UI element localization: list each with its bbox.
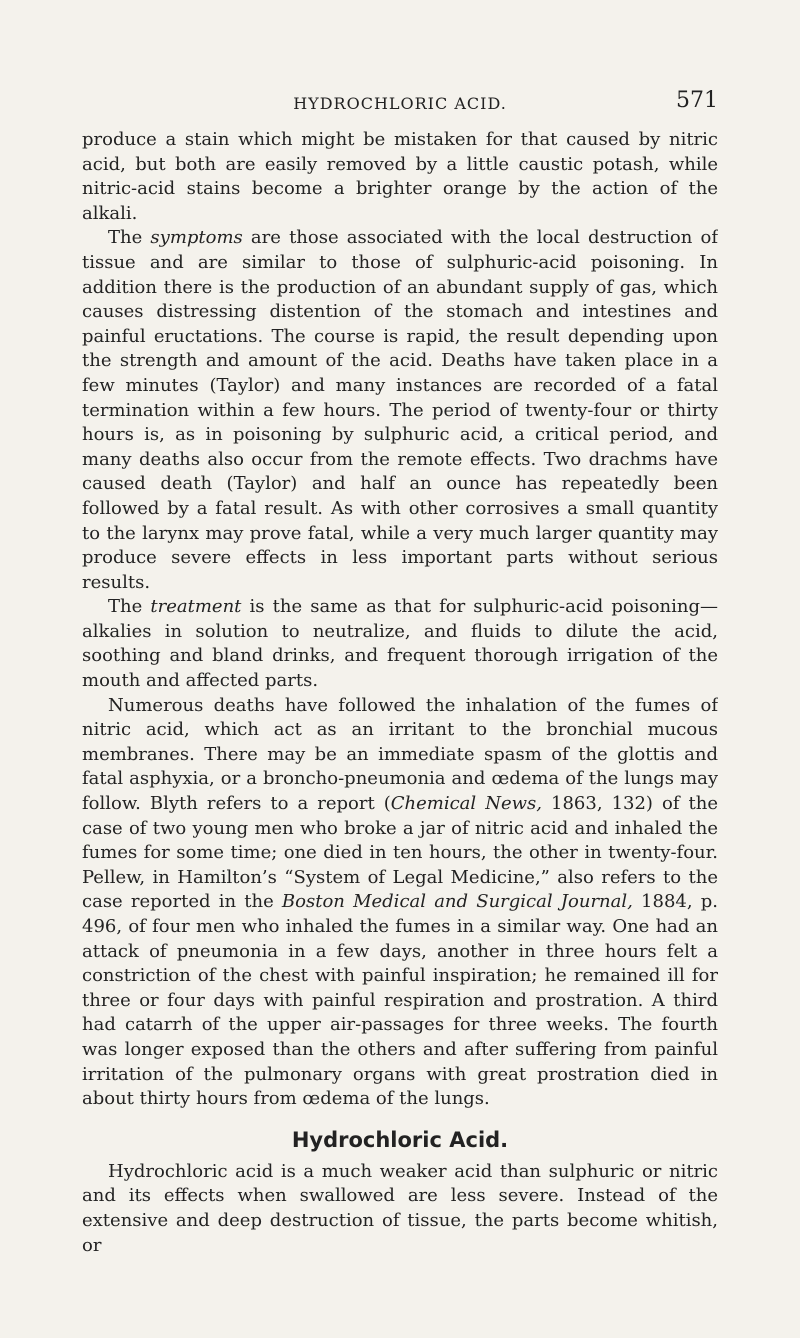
paragraph-treatment-body: is the same as that for sulphuric-acid poisoning— alkalies in solution to neutralize, and fluids to dilute the acid, soothing and bland drinks, and frequent thorough irrigation of the mouth and affected parts.: [82, 596, 718, 692]
paragraph-hydrochloric: Hydrochloric acid is a much weaker acid than sulphuric or nitric and its effects when swallowed are less severe. Instead of the extensive and deep destruction of tissue, the parts become whitish, or: [82, 1160, 718, 1256]
page-number: 571: [676, 88, 718, 113]
paragraph-inhalation-part-3: 1884, p. 496, of four men who inhaled the fumes in a similar way. One had an attack of pneumonia in a few days, another in three hours felt a constriction of the chest with painful inspiration; he remained ill for three or four days with painful respiration and prostration. A third had catarrh of the upper air-passages for three weeks. The fourth was longer exposed than the others and after suffering from painful irritation of the pulmonary organs with great prostration died in about thirty hours from œdema of the lungs.: [82, 891, 718, 1110]
paragraph-inhalation: [82, 694, 718, 1112]
symptoms-emphasis: symptoms: [150, 227, 243, 249]
paragraph-treatment-prefix: The: [108, 596, 151, 618]
paragraph-treatment: [82, 595, 718, 693]
paragraph-symptoms: [82, 226, 718, 595]
section-heading-hydrochloric-acid: Hydrochloric Acid.: [291, 1127, 509, 1152]
running-title: HYDROCHLORIC ACID.: [293, 94, 507, 113]
running-head: [82, 88, 718, 122]
source-boston-journal: Boston Medical and Surgical Journal,: [281, 891, 633, 913]
paragraph-inhalation-part-2: 1863, 132) of the case of two young men who broke a jar of nitric acid and inhaled the fumes for some time; one died in ten hours, the other in twenty-four. Pellew, in Hamilton’s “System of Legal Medicine,” also refers to the case reported in the: [82, 793, 718, 913]
paragraph-inhalation-part-1: Numerous deaths have followed the inhalation of the fumes of nitric acid, which act as an irritant to the bronchial mucous membranes. There may be an immediate spasm of the glottis and fatal asphyxia, or a broncho-pneumonia and œdema of the lungs may follow. Blyth refers to a report (: [82, 694, 718, 815]
source-chemical-news: Chemical News,: [390, 793, 542, 815]
paragraph-symptoms-body: are those associated with the local destruction of tissue and are similar to those of sulphuric-acid poisoning. In addition there is the production of an abundant supply of gas, which causes distressing distention of the stomach and intestines and painful eructations. The course is rapid, the result depending upon the strength and amount of the acid. Deaths have taken place in a few minutes (Taylor) and many instances are recorded of a fatal termination within a few hours. The period of twenty-four or thirty hours is, as in poisoning by sulphuric acid, a critical period, and many deaths also occur from the remote effects. Two drachms have caused death (Taylor) and half an ounce has repeatedly been followed by a fatal result. As with other corrosives a small quantity to the larynx may prove fatal, while a very much larger quantity may produce severe effects in less important parts without serious results.: [82, 227, 718, 593]
document-page: [82, 88, 718, 1328]
paragraph-symptoms-prefix: The: [108, 227, 151, 249]
treatment-emphasis: treatment: [150, 596, 242, 618]
paragraph-1: produce a stain which might be mistaken for that caused by nitric acid, but both are easily removed by a little caustic potash, while nitric-acid stains become a brighter orange by the action of the alkali.: [82, 129, 718, 224]
